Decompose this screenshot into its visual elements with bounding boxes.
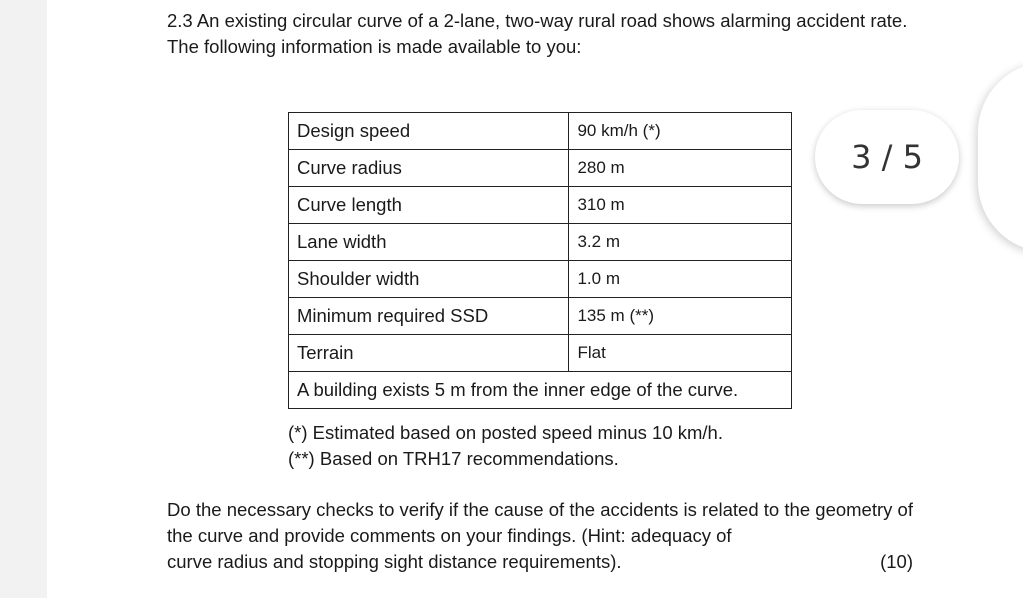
- table-row: [289, 113, 792, 150]
- question-task: Do the necessary checks to verify if the cause of the accidents is related to the geometry of the curve and provide comments on your findings. (Hint: adequacy of: [167, 499, 913, 546]
- table-row: [289, 224, 792, 261]
- left-gutter: [0, 0, 47, 598]
- page-indicator: 3 / 5: [815, 110, 959, 204]
- question-task-end: curve radius and stopping sight distance requirements).: [167, 551, 622, 572]
- table-row: [289, 335, 792, 372]
- marks-label: (10): [880, 551, 913, 572]
- table-cell-value: 310 m: [569, 187, 792, 224]
- table-cell-label: Shoulder width: [289, 261, 569, 298]
- table-cell-value: 3.2 m: [569, 224, 792, 261]
- table-footer-cell: A building exists 5 m from the inner edge of the curve.: [289, 372, 792, 409]
- table-row: [289, 187, 792, 224]
- table-notes: [288, 420, 723, 472]
- table-cell-value: 1.0 m: [569, 261, 792, 298]
- table-cell-label: Curve length: [289, 187, 569, 224]
- table-cell-value: 90 km/h (*): [569, 113, 792, 150]
- table-footer-row: [289, 372, 792, 409]
- table-cell-label: Terrain: [289, 335, 569, 372]
- table-cell-label: Lane width: [289, 224, 569, 261]
- footnote: (**) Based on TRH17 recommendations.: [288, 448, 619, 469]
- table-cell-label: Minimum required SSD: [289, 298, 569, 335]
- table-cell-label: Curve radius: [289, 150, 569, 187]
- question-task-last-line: [167, 549, 913, 575]
- table-cell-label: Design speed: [289, 113, 569, 150]
- table-cell-value: Flat: [569, 335, 792, 372]
- table-row: [289, 261, 792, 298]
- table-row: [289, 298, 792, 335]
- question-intro: 2.3 An existing circular curve of a 2-lane, two-way rural road shows alarming accident rate. The following information is made available to you:: [167, 10, 908, 57]
- table-cell-value: 280 m: [569, 150, 792, 187]
- info-table: [288, 112, 792, 409]
- table-row: [289, 150, 792, 187]
- table-cell-value: 135 m (**): [569, 298, 792, 335]
- footnote: (*) Estimated based on posted speed minus 10 km/h.: [288, 422, 723, 443]
